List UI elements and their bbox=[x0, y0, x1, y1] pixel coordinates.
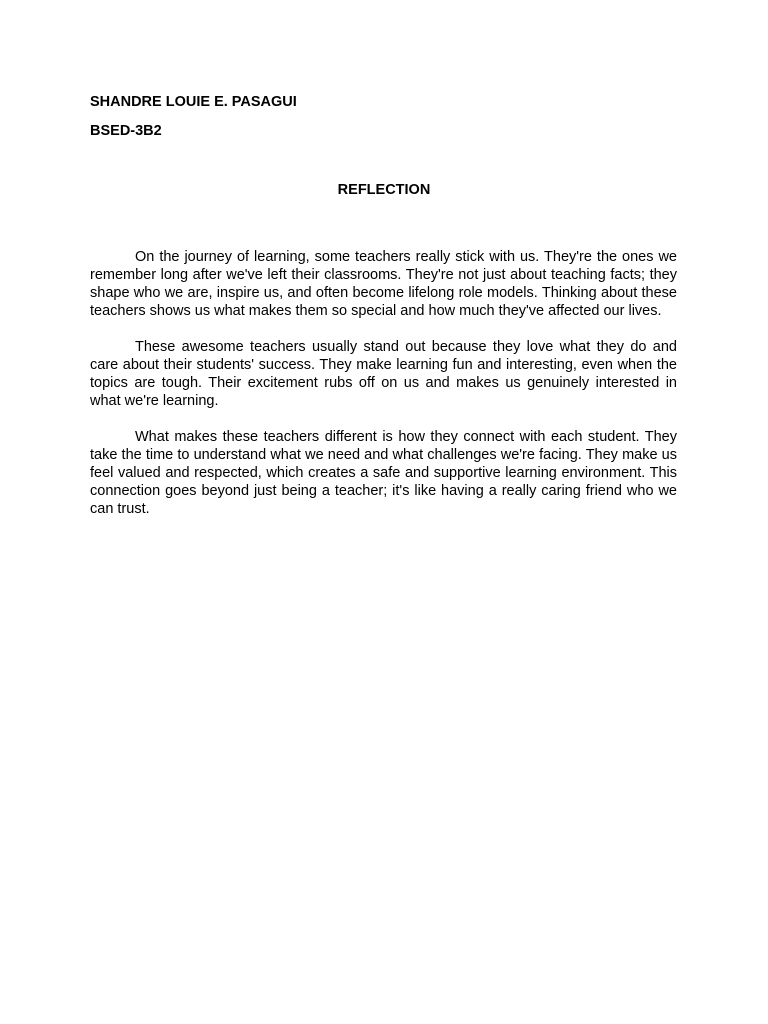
paragraph-3: What makes these teachers different is how they connect with each student. They take the time to understand what we need and what challenges we're facing. They make us feel valued and respected, which creates a safe and supportive learning environment. This connection goes beyond just being a teacher; it's like having a really caring friend who we can trust. bbox=[90, 429, 677, 517]
author-name: SHANDRE LOUIE E. PASAGUI bbox=[90, 94, 297, 110]
course-section: BSED-3B2 bbox=[90, 123, 162, 139]
paragraph-1: On the journey of learning, some teachers really stick with us. They're the ones we remember long after we've left their classrooms. They're not just about teaching facts; they shape who we are, inspire us, and often become lifelong role models. Thinking about these teachers shows us what makes them so special and how much they've affected our lives. bbox=[90, 249, 677, 319]
document-body bbox=[90, 248, 677, 536]
document-title: REFLECTION bbox=[337, 182, 431, 198]
paragraph-2: These awesome teachers usually stand out because they love what they do and care about their students' success. They make learning fun and interesting, even when the topics are tough. Their excitement rubs off on us and makes us genuinely interested in what we're learning. bbox=[90, 339, 677, 409]
